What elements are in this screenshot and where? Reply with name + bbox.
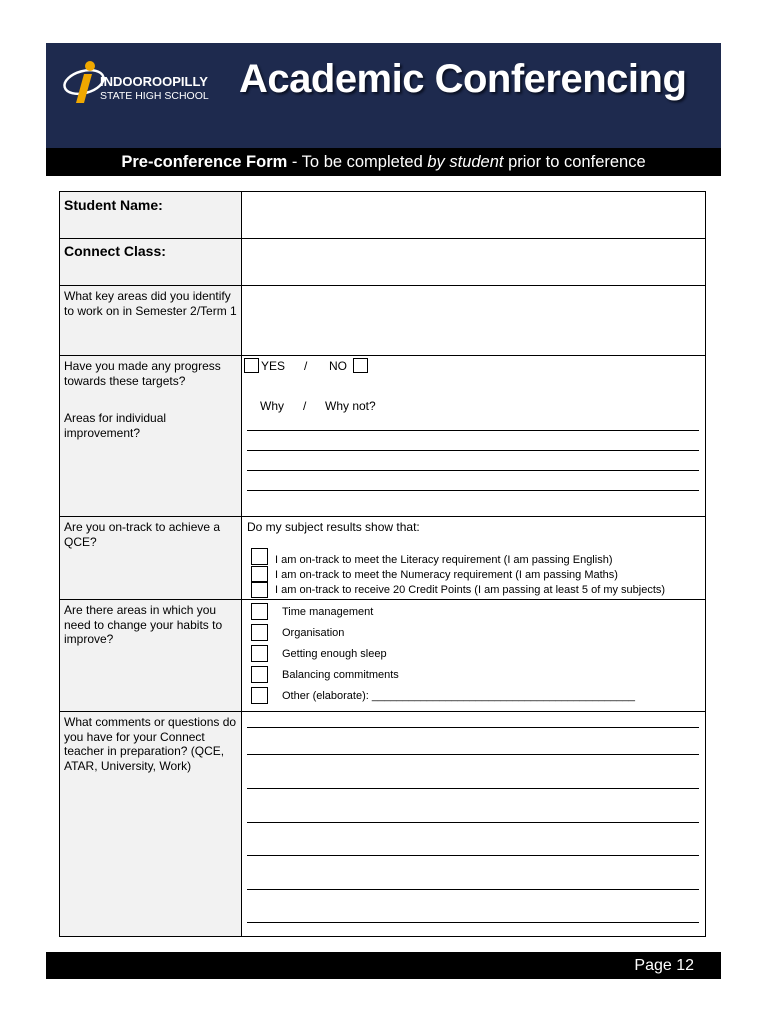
row-divider [60, 516, 705, 517]
qce-intro: Do my subject results show that: [247, 520, 420, 534]
improvement-areas-label: Areas for individual improvement? [64, 411, 167, 440]
literacy-option-label: I am on-track to meet the Literacy requirement (I am passing English) [275, 554, 613, 566]
yes-label: YES [261, 359, 286, 373]
why-label: Why [260, 399, 284, 413]
habits-question-label: Are there areas in which you need to change your habits to improve? [64, 603, 223, 646]
subtitle-emphasis: by student [427, 153, 504, 171]
comments-answer-line[interactable] [247, 855, 699, 856]
logo-school-name: INDOOROOPILLY [100, 74, 208, 89]
qce-question-label: Are you on-track to achieve a QCE? [64, 520, 221, 549]
comments-answer-line[interactable] [247, 727, 699, 728]
form-name: Pre-conference Form [121, 153, 288, 171]
comments-answer-line[interactable] [247, 889, 699, 890]
why-not-label: Why not? [325, 399, 376, 413]
student-name-label: Student Name: [64, 197, 163, 213]
progress-answer-line[interactable] [247, 470, 699, 471]
commitments-label: Balancing commitments [282, 669, 399, 681]
progress-answer-line[interactable] [247, 450, 699, 451]
form-subtitle-bar [46, 148, 721, 176]
header-banner [46, 43, 721, 148]
logo-school-type: STATE HIGH SCHOOL [100, 90, 209, 102]
comments-answer-line[interactable] [247, 754, 699, 755]
numeracy-checkbox[interactable] [251, 566, 268, 582]
page-number: Page 12 [634, 957, 694, 974]
why-separator: / [303, 399, 307, 413]
comments-answer-line[interactable] [247, 788, 699, 789]
connect-class-label: Connect Class: [64, 243, 166, 259]
yes-no-separator: / [304, 359, 308, 373]
subtitle-instruction: - To be completed [287, 153, 428, 171]
row-divider [60, 355, 705, 356]
pre-conference-form [59, 191, 706, 937]
key-areas-label: What key areas did you identify to work on in Semester 2/Term 1 [64, 289, 237, 318]
no-checkbox[interactable] [353, 358, 368, 373]
row-divider [60, 599, 705, 600]
row-divider [60, 711, 705, 712]
connect-class-field[interactable] [243, 239, 705, 284]
time-management-label: Time management [282, 606, 374, 618]
numeracy-option-label: I am on-track to meet the Numeracy requirement (I am passing Maths) [275, 569, 618, 581]
sleep-checkbox[interactable] [251, 645, 268, 662]
sleep-label: Getting enough sleep [282, 648, 387, 660]
credit-points-checkbox[interactable] [251, 582, 268, 598]
time-management-checkbox[interactable] [251, 603, 268, 620]
yes-checkbox[interactable] [244, 358, 259, 373]
student-name-field[interactable] [243, 193, 705, 237]
progress-answer-line[interactable] [247, 490, 699, 491]
progress-question-label: Have you made any progress towards these targets? [64, 359, 221, 388]
organisation-label: Organisation [282, 627, 345, 639]
no-label: NO [329, 359, 347, 373]
page-title: Academic Conferencing [239, 57, 687, 101]
progress-answer-line[interactable] [247, 430, 699, 431]
other-label: Other (elaborate): ___________________________________________ [282, 690, 635, 702]
organisation-checkbox[interactable] [251, 624, 268, 641]
key-areas-field[interactable] [243, 286, 705, 354]
literacy-checkbox[interactable] [251, 548, 268, 565]
comments-question-label: What comments or questions do you have for your Connect teacher in preparation? (QCE, ATAR, University, Work) [64, 715, 237, 773]
school-logo [62, 57, 232, 107]
comments-answer-line[interactable] [247, 922, 699, 923]
footer-bar [46, 952, 721, 979]
credit-points-option-label: I am on-track to receive 20 Credit Points (I am passing at least 5 of my subjects) [275, 584, 666, 596]
commitments-checkbox[interactable] [251, 666, 268, 683]
other-checkbox[interactable] [251, 687, 268, 704]
subtitle-rest: prior to conference [503, 153, 646, 171]
comments-answer-line[interactable] [247, 822, 699, 823]
